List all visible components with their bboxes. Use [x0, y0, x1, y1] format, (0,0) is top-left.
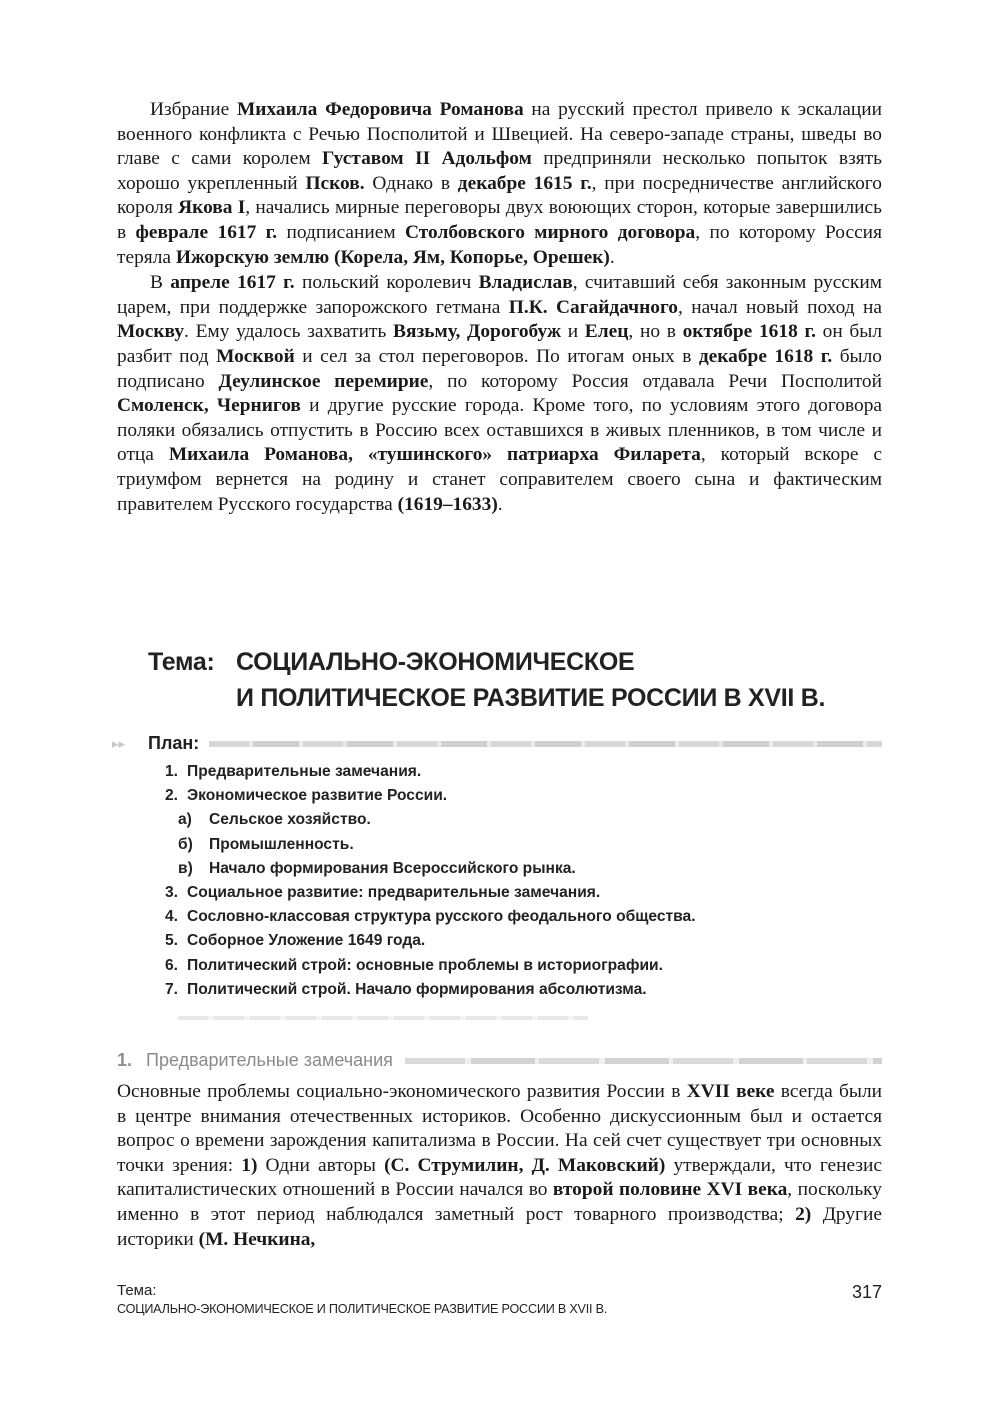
plan-item: [112, 954, 882, 978]
bold-term: Михаила Романова, «тушинского» патриарха Филарета: [168, 444, 701, 466]
plan-item-text: Экономическое развитие России.: [187, 787, 448, 805]
text-run: было подписано: [117, 345, 882, 392]
text-run: польский королевич: [294, 272, 479, 294]
text-run: Другие историки: [117, 1203, 882, 1250]
text-run: , по которому Россия теряла: [117, 221, 882, 268]
plan-item-number: 7.: [164, 980, 178, 998]
bold-term: декабре 1618 г.: [698, 345, 833, 367]
bold-term: П.К. Сагайдачного: [508, 296, 678, 318]
plan-item-text: Сельское хозяйство.: [209, 811, 371, 829]
text-run: Избрание: [150, 99, 237, 120]
bold-term: Ижорскую землю (Корела, Ям, Копорье, Орешек): [175, 246, 610, 268]
plan-item-text: Социальное развитие: предварительные замечания.: [187, 884, 601, 902]
text-run: Одни авторы: [257, 1154, 385, 1176]
text-run: и другие русские города. Кроме того, по условиям этого договора поляки обязались отпустить в Россию всех оставшихся в живых пленников, в том числе и отца: [117, 395, 883, 466]
text-run: . Ему удалось захватить: [184, 321, 394, 343]
text-run: утверждали, что генезис капиталистических отношений в России начался во: [117, 1154, 882, 1201]
bold-term: (1619–1633): [397, 493, 498, 515]
paragraph: [117, 98, 882, 270]
plan-item-text: Промышленность.: [209, 835, 354, 853]
bold-term: Владислав: [478, 272, 573, 294]
plan-item-text: Соборное Уложение 1649 года.: [187, 932, 426, 950]
plan-item: [112, 905, 882, 929]
plan-item-number: 1.: [164, 763, 178, 780]
plan-item-text: Начало формирования Всероссийского рынка.: [209, 859, 576, 877]
text-run: и сел за стол переговоров. По итогам оных в: [294, 345, 699, 367]
plan-item-text: Предварительные замечания.: [187, 763, 422, 780]
text-run: , поскольку именно в этот период наблюдался заметный рост товарного производства;: [117, 1179, 882, 1225]
text-run: .: [609, 246, 615, 268]
page-footer: [117, 1282, 882, 1318]
plan-item: [112, 881, 882, 905]
arrow-icon: ▸▸: [112, 735, 126, 751]
bold-term: октябре 1618 г.: [682, 321, 816, 343]
bold-term: Смоленск, Чернигов: [117, 395, 301, 417]
text-run: , по которому Россия отдавала Речи Посполитой: [428, 370, 882, 392]
text-run: В: [150, 272, 171, 294]
plan-item-text: Сословно-классовая структура русского феодального общества.: [187, 908, 696, 926]
plan-list: [112, 760, 882, 1002]
decorative-rule: [178, 1016, 588, 1020]
bold-term: Михаила Федоровича Романова: [236, 99, 524, 120]
text-run: и: [561, 321, 585, 343]
text-run: Основные проблемы социально-экономического развития России в: [117, 1081, 687, 1102]
section-heading: [117, 1050, 882, 1071]
page-number: 317: [851, 1282, 882, 1302]
intro-text: [117, 98, 882, 517]
bold-term: Москву: [117, 321, 185, 343]
text-run: .: [497, 493, 503, 515]
bold-term: Деулинское перемирие: [218, 370, 429, 392]
plan-item-number: в): [178, 859, 193, 877]
plan-item-number: 4.: [164, 908, 178, 926]
plan-item-number: 5.: [164, 932, 178, 950]
plan-item-number: а): [178, 811, 192, 829]
paragraph: [117, 1080, 882, 1252]
section-number: 1.: [117, 1050, 133, 1070]
text-run: Однако в: [364, 172, 458, 194]
bold-term: (С. Струмилин, Д. Маковский): [384, 1154, 666, 1176]
text-run: подписанием: [277, 221, 406, 243]
text-run: , при посредничестве английского короля: [117, 172, 882, 219]
bold-term: Москвой: [216, 345, 295, 367]
plan-item: [112, 808, 882, 832]
theme-title-line-2: И ПОЛИТИЧЕСКОЕ РАЗВИТИЕ РОССИИ В XVII В.: [236, 684, 826, 712]
text-run: , считавший себя законным русским царем, при поддержке запорожского гетмана: [117, 272, 882, 318]
text-run: , но в: [628, 321, 683, 343]
decorative-rule: [405, 1058, 882, 1064]
theme-label: Тема:: [148, 648, 215, 676]
text-run: на русский престол привело к эскалации военного конфликта с Речью Посполитой и Швецией. На северо-западе страны, шведы во главе с сами королем: [117, 99, 882, 170]
bold-term: Якова I: [178, 197, 246, 219]
theme-heading: [148, 644, 908, 716]
plan-block: [112, 733, 882, 1020]
bold-term: Столбовского мирного договора: [405, 221, 696, 243]
section-title: Предварительные замечания: [146, 1050, 393, 1070]
bold-term: Елец: [584, 321, 629, 343]
plan-item: [112, 929, 882, 953]
paragraph: [117, 271, 882, 517]
plan-item-number: 2.: [164, 787, 178, 805]
bold-term: второй половине XVI века: [552, 1179, 788, 1201]
text-run: он был разбит под: [117, 321, 882, 367]
plan-item-number: 3.: [164, 884, 178, 902]
footer-title: СОЦИАЛЬНО-ЭКОНОМИЧЕСКОЕ И ПОЛИТИЧЕСКОЕ РАЗВИТИЕ РОССИИ В XVII В.: [117, 1302, 608, 1316]
bold-term: феврале 1617 г.: [135, 221, 278, 243]
plan-item-number: 6.: [164, 956, 178, 974]
text-run: , начались мирные переговоры двух воюющих сторон, которые завершились в: [117, 197, 883, 243]
bold-term: 2): [795, 1203, 812, 1225]
plan-item-text: Политический строй: основные проблемы в историографии.: [187, 956, 663, 974]
bold-term: Вязьму, Дорогобуж: [393, 321, 562, 343]
bold-term: декабре 1615 г.: [457, 172, 592, 194]
decorative-rule: [209, 741, 882, 747]
plan-item: [112, 760, 882, 784]
bold-term: (М. Нечкина,: [198, 1228, 316, 1250]
footer-label: Тема:: [117, 1282, 157, 1299]
text-run: , начал новый поход на: [677, 296, 882, 318]
text-run: всегда были в центре внимания отечественных историков. Особенно дискуссионным был и остается вопрос о времени зарождения капитализма в России. На сей счет существует три основных точки зрения:: [117, 1081, 882, 1176]
theme-title-line-1: СОЦИАЛЬНО-ЭКОНОМИЧЕСКОЕ: [236, 648, 635, 676]
text-run: предприняли несколько попыток взять хорошо укрепленный: [117, 148, 882, 194]
bold-term: апреле 1617 г.: [170, 272, 295, 294]
plan-item: [112, 857, 882, 881]
plan-item-text: Политический строй. Начало формирования абсолютизма.: [187, 980, 647, 998]
bold-term: 1): [241, 1154, 258, 1176]
section-body: [117, 1080, 882, 1252]
plan-item-number: б): [178, 835, 193, 853]
plan-item: [112, 784, 882, 808]
plan-header: [112, 733, 882, 754]
plan-item: [112, 833, 882, 857]
bold-term: Псков.: [305, 172, 365, 194]
bold-term: XVII веке: [686, 1081, 775, 1102]
text-run: , который вскоре с триумфом вернется на родину и станет соправителем своего сына и фактическим правителем Русского государства: [117, 444, 883, 515]
plan-title: План:: [148, 733, 200, 753]
plan-item: [112, 978, 882, 1002]
bold-term: Густавом II Адольфом: [322, 148, 532, 170]
